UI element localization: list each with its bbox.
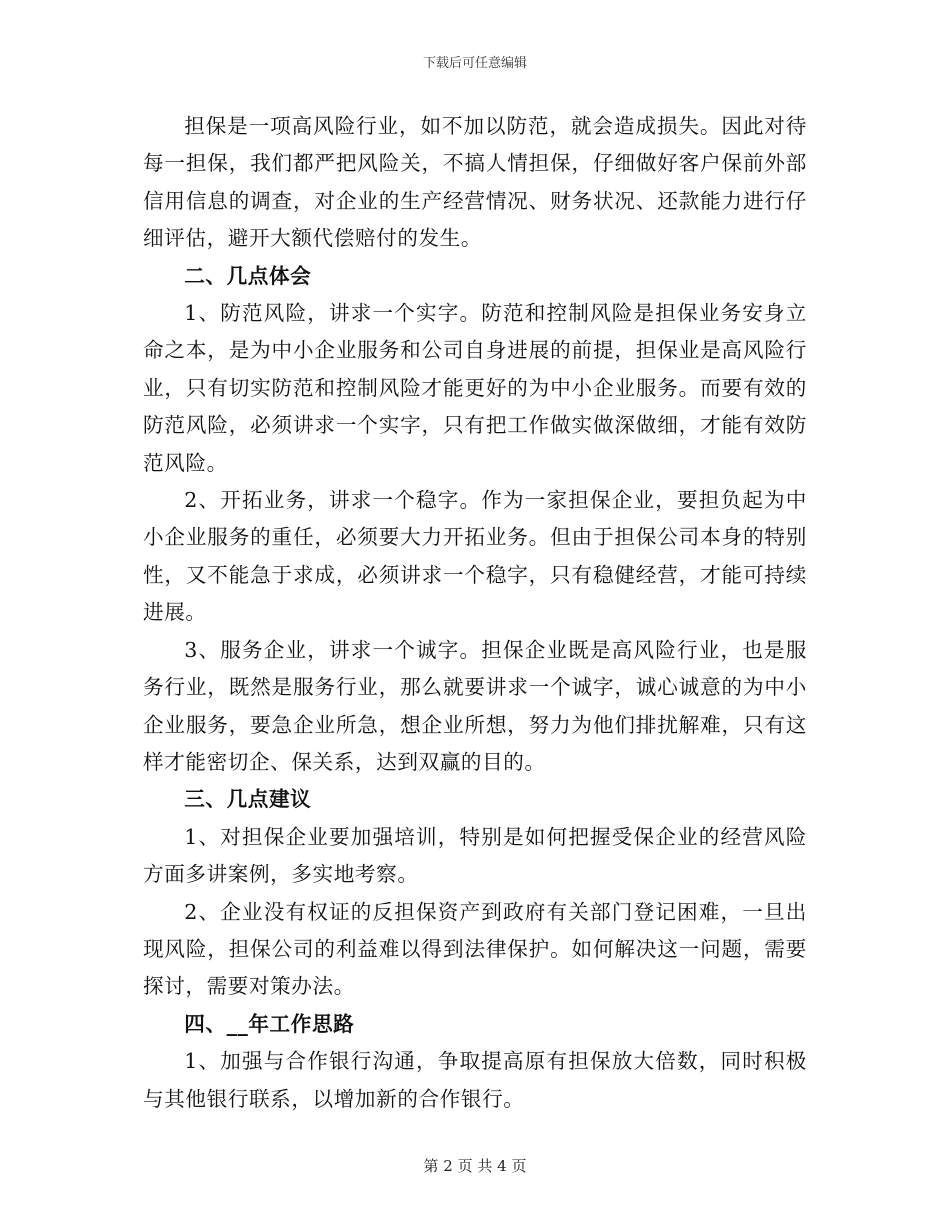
page-header: 下载后可任意编辑 [422,56,527,71]
paragraph-suggestion-1: 1、对担保企业要加强培训，特别是如何把握受保企业的经营风险方面多讲案例，多实地考察。 [143,824,807,887]
paragraph-suggestion-2: 2、企业没有权证的反担保资产到政府有关部门登记困难，一旦出现风险，担保公司的利益难以得到法律保护。如何解决这一问题，需要探讨，需要对策办法。 [143,899,807,999]
section-heading-suggestions: 三、几点建议 [184,787,312,812]
page-number-footer: 第 2 页 共 4 页 [423,1157,527,1175]
paragraph-experience-3: 3、服务企业，讲求一个诚字。担保企业既是高风险行业，也是服务行业，既然是服务行业，那么就要讲求一个诚字，诚心诚意的为中小企业服务，要急企业所急，想企业所想，努力为他们排扰解难，只有这样才能密切企、保关系，达到双赢的目的。 [143,637,807,774]
document-body [143,108,807,1118]
paragraph-risk-control: 担保是一项高风险行业，如不加以防范，就会造成损失。因此对待每一担保，我们都严把风险关，不搞人情担保，仔细做好客户保前外部信用信息的调查，对企业的生产经营情况、财务状况、还款能力进行仔细评估，避开大额代偿赔付的发生。 [143,114,807,251]
section-heading-work-plan: 四、__年工作思路 [184,1011,355,1036]
section-heading-experience: 二、几点体会 [184,263,312,288]
paragraph-experience-2: 2、开拓业务，讲求一个稳字。作为一家担保企业，要担负起为中小企业服务的重任，必须要大力开拓业务。但由于担保公司本身的特别性，又不能急于求成，必须讲求一个稳字，只有稳健经营，才能可持续进展。 [143,488,807,625]
paragraph-experience-1: 1、防范风险，讲求一个实字。防范和控制风险是担保业务安身立命之本，是为中小企业服务和公司自身进展的前提，担保业是高风险行业，只有切实防范和控制风险才能更好的为中小企业服务。而要有效的防范风险，必须讲求一个实字，只有把工作做实做深做细，才能有效防范风险。 [143,301,807,475]
paragraph-work-plan-1: 1、加强与合作银行沟通，争取提高原有担保放大倍数，同时积极与其他银行联系，以增加新的合作银行。 [143,1049,807,1111]
